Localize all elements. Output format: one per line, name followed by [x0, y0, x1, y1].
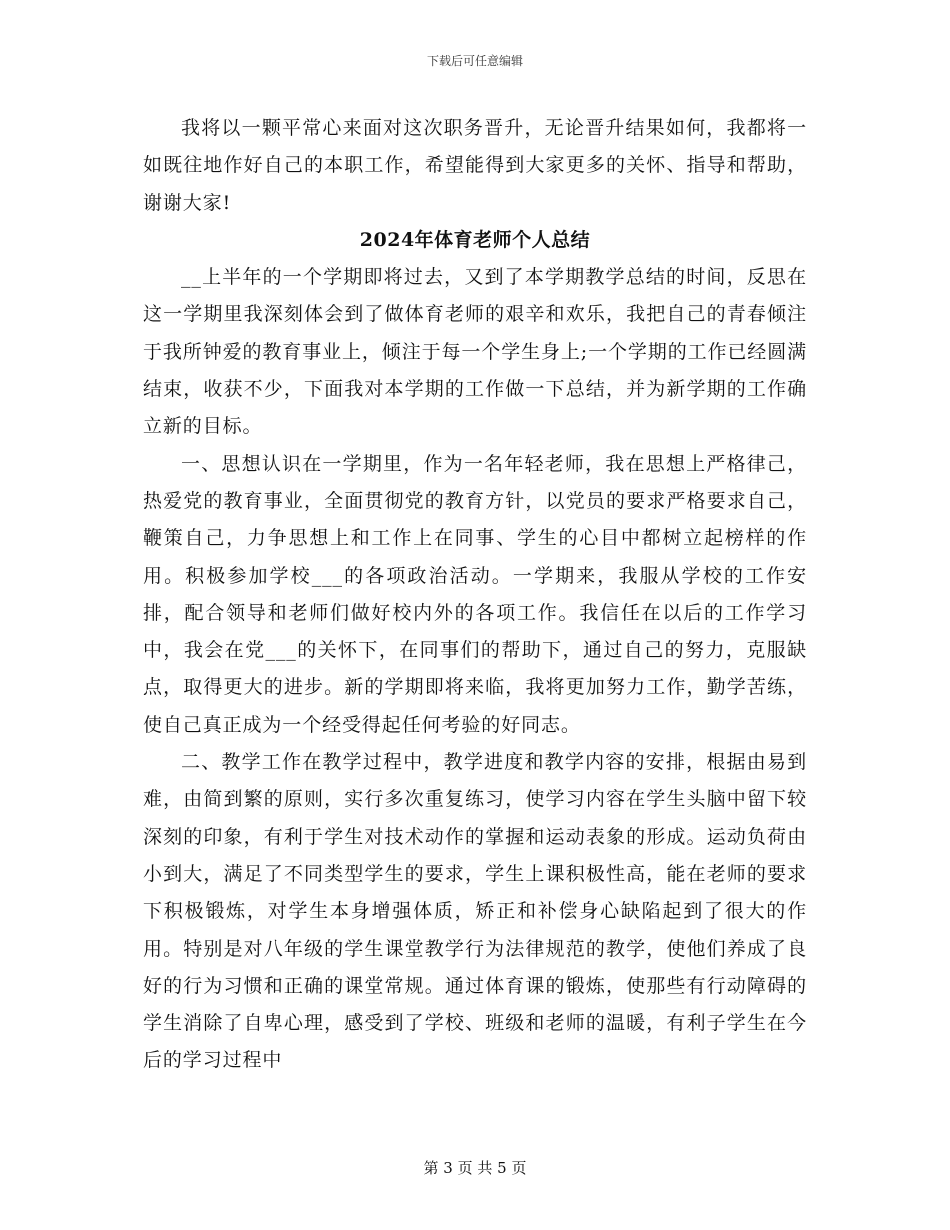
section-paragraph-ideology: 一、思想认识在一学期里，作为一名年轻老师，我在思想上严格律己，热爱党的教育事业，全面贯彻党的教育方针，以党员的要求严格要求自己，鞭策自己，力争思想上和工作上在同事、学生的心目中都树立起榜样的作用。积极参加学校___的各项政治活动。一学期来，我服从学校的工作安排，配合领导和老师们做好校内外的各项工作。我信任在以后的工作学习中，我会在党___的关怀下，在同事们的帮助下，通过自己的努力，克服缺点，取得更大的进步。新的学期即将来临，我将更加努力工作，勤学苦练，使自己真正成为一个经受得起任何考验的好同志。 — [143, 452, 807, 736]
document-body — [143, 110, 807, 1080]
page-number: 第 3 页 共 5 页 — [423, 1159, 527, 1177]
document-title: 2024年体育老师个人总结 — [359, 228, 591, 251]
page-header: 下载后可任意编辑 — [426, 54, 523, 68]
closing-paragraph: 我将以一颗平常心来面对这次职务晋升，无论晋升结果如何，我都将一如既往地作好自己的本职工作，希望能得到大家更多的关怀、指导和帮助，谢谢大家! — [143, 117, 807, 214]
section-paragraph-teaching: 二、教学工作在教学过程中，教学进度和教学内容的安排，根据由易到难，由简到繁的原则，实行多次重复练习，使学习内容在学生头脑中留下较深刻的印象，有利于学生对技术动作的掌握和运动表象的形成。运动负荷由小到大，满足了不同类型学生的要求，学生上课积极性高，能在老师的要求下积极锻炼，对学生本身增强体质，矫正和补偿身心缺陷起到了很大的作用。特别是对八年级的学生课堂教学行为法律规范的教学，使他们养成了良好的行为习惯和正确的课堂常规。通过体育课的锻炼，使那些有行动障碍的学生消除了自卑心理，感受到了学校、班级和老师的温暖，有利子学生在今后的学习过程中 — [143, 751, 807, 1072]
intro-paragraph: __上半年的一个学期即将过去，又到了本学期教学总结的时间，反思在这一学期里我深刻体会到了做体育老师的艰辛和欢乐，我把自己的青春倾注于我所钟爱的教育事业上，倾注于每一个学生身上;一个学期的工作已经圆满结束，收获不少，下面我对本学期的工作做一下总结，并为新学期的工作确立新的目标。 — [143, 266, 808, 438]
